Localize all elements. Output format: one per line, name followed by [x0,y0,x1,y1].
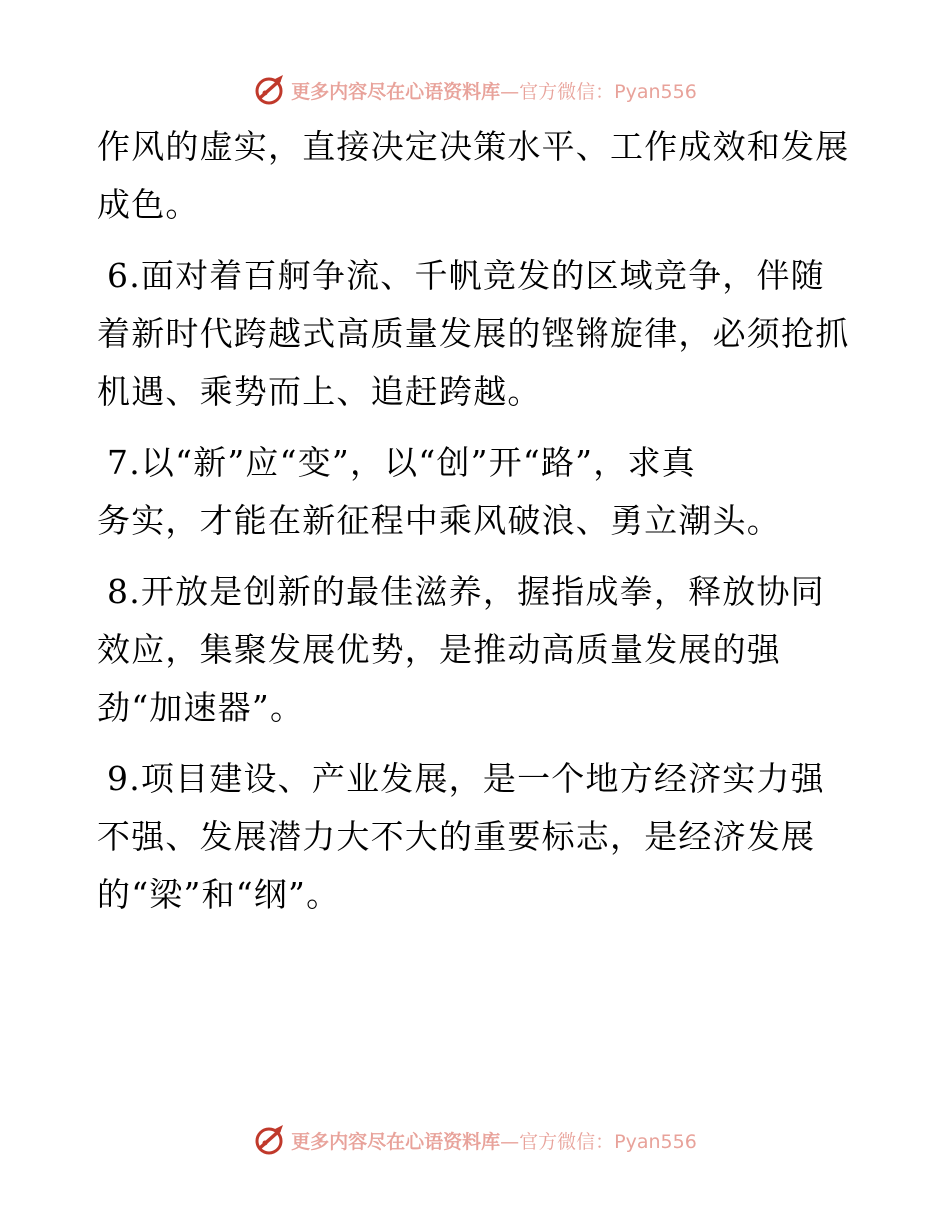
text-line: 务实，才能在新征程中乘风破浪、勇立潮头。 [97,501,781,540]
text-line: 的“梁”和“纲”。 [97,875,341,914]
text-line: 6.面对着百舸争流、千帆竞发的区域竞争，伴随 [107,256,825,295]
text-line: 9.项目建设、产业发展，是一个地方经济实力强 [107,759,825,798]
watermark-title: 更多内容尽在心语资料库 [291,80,501,103]
paragraph-7 [97,434,857,550]
document-body [97,118,857,937]
brush-logo-icon [253,1123,287,1157]
watermark-title: 更多内容尽在心语资料库 [291,1130,501,1153]
paragraph-6 [97,247,857,421]
text-line: 劲“加速器”。 [97,688,305,727]
text-line: 作风的虚实，直接决定决策水平、工作成效和发展 [97,127,850,166]
text-line: 8.开放是创新的最佳滋养，握指成拳，释放协同 [107,572,825,611]
paragraph-continued [97,118,857,234]
text-line: 机遇、乘势而上、追赶跨越。 [97,372,542,411]
paragraph-8 [97,563,857,737]
text-line: 成色。 [97,185,200,224]
text-line: 效应，集聚发展优势，是推动高质量发展的强 [97,630,781,669]
text-line: 7.以“新”应“变”，以“创”开“路”，求真 [107,443,696,482]
header-watermark [0,70,950,110]
footer-watermark [0,1120,950,1160]
text-line: 着新时代跨越式高质量发展的铿锵旋律，必须抢抓 [97,314,850,353]
watermark-contact: —官方微信：Pyan556 [500,1130,697,1153]
text-line: 不强、发展潜力大不大的重要标志，是经济发展 [97,817,816,856]
watermark-contact: —官方微信：Pyan556 [500,80,697,103]
paragraph-9 [97,750,857,924]
brush-logo-icon [253,73,287,107]
